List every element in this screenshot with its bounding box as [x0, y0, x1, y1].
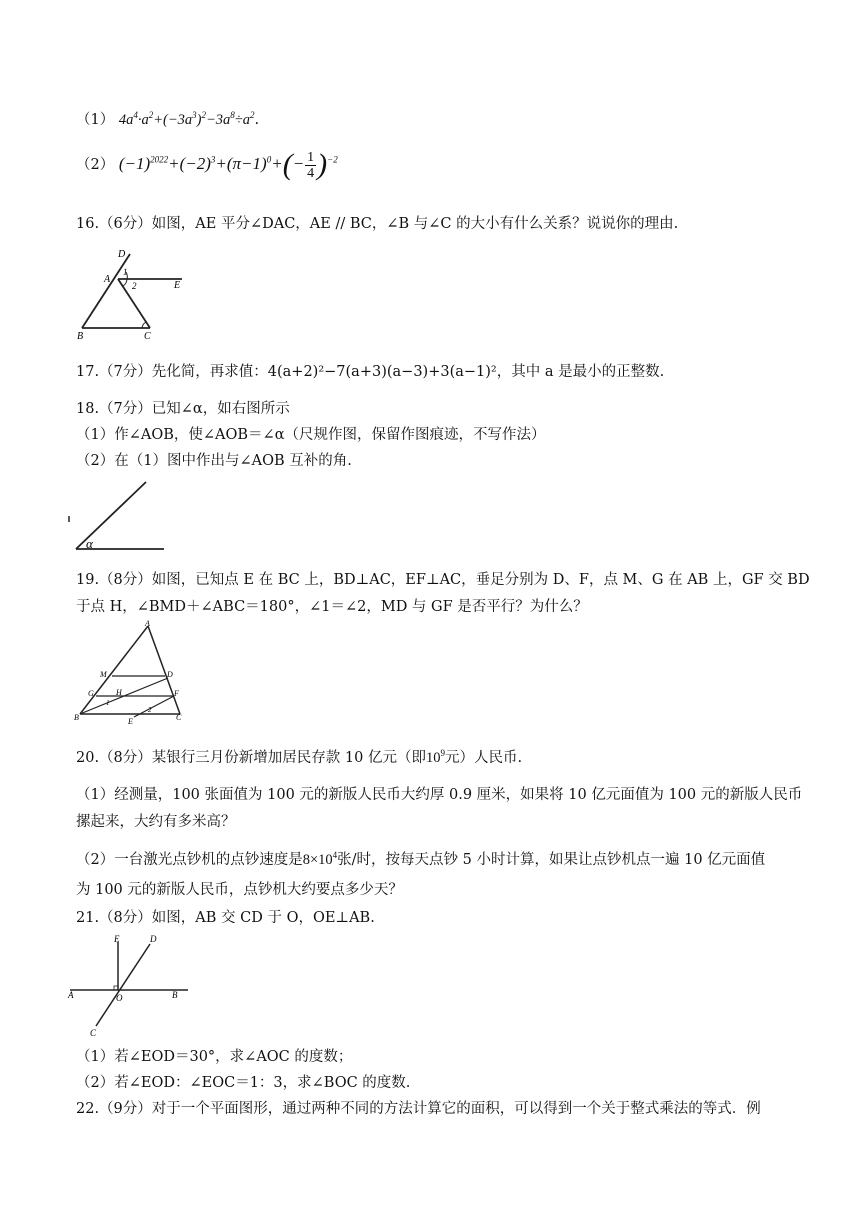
q16-label-e: E: [174, 280, 181, 291]
q16-label-2: 2: [132, 281, 137, 291]
q19-label-c: C: [176, 713, 182, 722]
q21-label-c: C: [90, 1028, 97, 1038]
q18-label-alpha: α: [86, 536, 93, 551]
q19-label-h: H: [116, 688, 122, 697]
q20-part1-line2: 摞起来，大约有多米高？: [76, 814, 236, 830]
q17-text: 17.（7分）先化简，再求值：4(a+2)²−7(a+3)(a−3)+3(a−1)²，其中 a 是最小的正整数.: [76, 364, 665, 380]
q22-text: 22.（9分）对于一个平面图形，通过两种不同的方法计算它的面积，可以得到一个关于整式乘法的等式．例: [76, 1101, 761, 1117]
q18-part2: （2）在（1）图中作出与∠AOB 互补的角.: [76, 453, 352, 469]
q19-label-m: M: [100, 670, 107, 679]
q21-part1: （1）若∠EOD＝30°，求∠AOC 的度数；: [76, 1049, 353, 1065]
q16-label-b: B: [77, 331, 84, 340]
q19-line1: 19.（8分）如图，已知点 E 在 BC 上，BD⊥AC，EF⊥AC，垂足分别为 D、F，点 M、G 在 AB 上，GF 交 BD: [76, 572, 810, 588]
q18-angle-figure: [66, 476, 172, 556]
q19-triangle-figure: [72, 620, 192, 724]
q20-part2-line1: （2）一台激光点钞机的点钞速度是$8\times 10^4$张/时，按每天点钞 5 小时计算，如果让点钞机点一遍 10 亿元面值: [76, 850, 766, 868]
q19-label-f: F: [174, 689, 179, 698]
q20-part2-line2: 为 100 元的新版人民币，点钞机大约要点多少天？: [76, 882, 403, 898]
q21-label-d: D: [150, 934, 157, 944]
q19-label-1: 1: [106, 699, 110, 707]
q16-text: 16.（6分）如图，AE 平分∠DAC，AE // BC，∠B 与∠C 的大小有什么关系？说说你的理由.: [76, 216, 679, 232]
q15-part1: （1） $4a^4\cdot a^2+(-3a^3)^2-3a^8\div a^2$.: [76, 110, 260, 128]
q19-label-a: A: [145, 620, 150, 628]
q15-part1-label: （1）: [76, 112, 115, 128]
q16-label-d: D: [118, 249, 126, 260]
q21-label-a: A: [68, 990, 74, 1000]
q19-label-2: 2: [148, 706, 152, 714]
q19-label-b: B: [74, 713, 79, 722]
q18-part1: （1）作∠AOB，使∠AOB＝∠α（尺规作图，保留作图痕迹，不写作法）: [76, 427, 546, 443]
q19-label-e: E: [128, 717, 133, 724]
q15-part1-expr: $4a^4\cdot a^2+(-3a^3)^2-3a^8\div a^2$: [118, 110, 255, 128]
q21-label-e: E: [114, 934, 120, 944]
q21-lines-figure: [64, 930, 196, 1040]
q19-label-d: D: [167, 670, 173, 679]
q19-line2: 于点 H，∠BMD＋∠ABC＝180°，∠1＝∠2，MD 与 GF 是否平行？为什么？: [76, 599, 588, 615]
q20-text: 20.（8分）某银行三月份新增加居民存款 10 亿元（即$10^9$元）人民币.: [76, 748, 523, 766]
q21-text: 21.（8分）如图，AB 交 CD 于 O，OE⊥AB.: [76, 910, 375, 926]
q18-text: 18.（7分）已知∠α，如右图所示: [76, 401, 290, 417]
q19-label-g: G: [88, 689, 94, 698]
q15-part2-label: （2）: [76, 156, 115, 173]
q21-label-b: B: [172, 990, 178, 1000]
q16-triangle-figure: [76, 244, 196, 340]
q21-label-o: O: [116, 993, 123, 1003]
q15-part2: [76, 148, 338, 182]
q15-part2-expr: $(-1)^{2022}+(-2)^3+(\pi-1)^0+(-$ $\frac{1}{4}$ )$^{-2}$: [118, 148, 338, 181]
q16-label-1: 1: [123, 267, 128, 277]
q16-label-a: A: [104, 274, 111, 285]
q20-part1-line1: （1）经测量，100 张面值为 100 元的新版人民币大约厚 0.9 厘米，如果将 10 亿元面值为 100 元的新版人民币: [76, 787, 803, 803]
q21-part2: （2）若∠EOD：∠EOC＝1：3，求∠BOC 的度数.: [76, 1075, 411, 1091]
q16-label-c: C: [144, 331, 151, 340]
